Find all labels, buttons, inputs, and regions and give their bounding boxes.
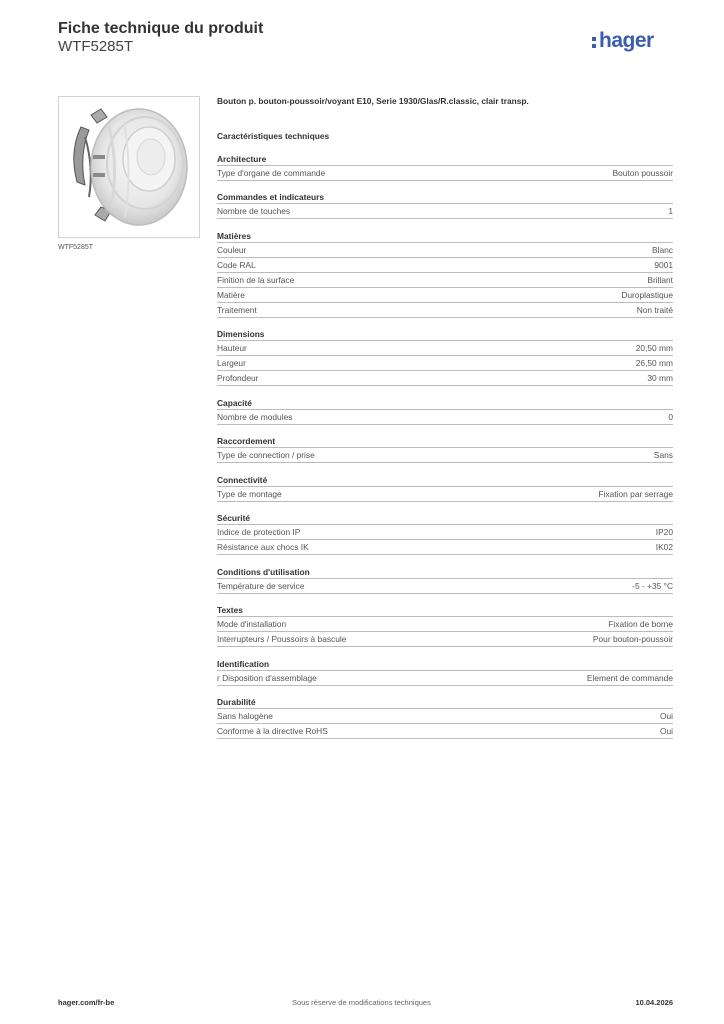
- spec-value: -5 - +35 °C: [632, 580, 673, 591]
- spec-sections: [217, 154, 673, 740]
- spec-value: Blanc: [652, 244, 673, 255]
- spec-label: Profondeur: [217, 373, 259, 383]
- product-description: Bouton p. bouton-poussoir/voyant E10, Serie 1930/Glas/R.classic, clair transp.: [217, 96, 529, 106]
- spec-value: 30 mm: [647, 373, 673, 383]
- spec-label: Indice de protection IP: [217, 527, 301, 537]
- spec-row: [217, 670, 673, 686]
- spec-row: [217, 486, 673, 502]
- logo-text: hager: [599, 29, 654, 52]
- spec-row: [217, 631, 673, 647]
- spec-label: Conforme à la directive RoHS: [217, 726, 328, 736]
- spec-section: [217, 329, 673, 386]
- spec-section: [217, 475, 673, 502]
- spec-label: Nombre de touches: [217, 206, 291, 216]
- spec-value: 20,50 mm: [635, 343, 673, 353]
- spec-label: Nombre de modules: [217, 411, 293, 422]
- section-title: Identification: [217, 658, 270, 669]
- spec-row: [217, 616, 673, 631]
- spec-label: Type d'organe de commande: [217, 167, 326, 178]
- spec-row: [217, 165, 673, 181]
- spec-value: Sans: [653, 450, 673, 460]
- spec-label: Finition de la surface: [217, 274, 295, 285]
- spec-label: Mode d'installation: [217, 619, 287, 629]
- footer-website: hager.com/fr-be: [58, 998, 115, 1007]
- footer-date: 10.04.2026: [635, 998, 673, 1007]
- spec-label: Couleur: [217, 244, 247, 255]
- hager-logo: [592, 27, 654, 55]
- spec-value: Oui: [659, 726, 673, 736]
- spec-value: Bouton poussoir: [612, 167, 673, 178]
- spec-label: Type de connection / prise: [217, 450, 315, 460]
- section-title: Dimensions: [217, 329, 265, 339]
- spec-section: [217, 567, 673, 594]
- spec-row: [217, 242, 673, 257]
- spec-value: IK02: [655, 542, 673, 552]
- spec-label: Matière: [217, 289, 245, 300]
- spec-row: [217, 539, 673, 555]
- section-title: Conditions d'utilisation: [217, 566, 310, 577]
- product-image: [58, 96, 200, 238]
- spec-section: [217, 605, 673, 647]
- spec-value: Oui: [659, 711, 673, 721]
- spec-value: 9001: [654, 259, 673, 270]
- spec-value: Brillant: [647, 274, 673, 285]
- spec-value: 1: [668, 206, 673, 216]
- image-caption: WTF5285T: [58, 244, 94, 251]
- product-code: WTF5285T: [58, 38, 134, 55]
- spec-section: [217, 398, 673, 425]
- spec-value: 0: [668, 411, 673, 422]
- spec-row: [217, 340, 673, 355]
- spec-label: Interrupteurs / Poussoirs à bascule: [217, 634, 347, 644]
- spec-row: [217, 723, 673, 739]
- section-title: Connectivité: [217, 474, 268, 485]
- section-title: Commandes et indicateurs: [217, 192, 325, 202]
- spec-label: Traitement: [217, 304, 257, 315]
- spec-row: [217, 203, 673, 219]
- spec-value: Duroplastique: [621, 289, 673, 300]
- spec-section: [217, 697, 673, 739]
- spec-value: Fixation par serrage: [598, 488, 673, 499]
- spec-row: [217, 355, 673, 370]
- spec-section: [217, 659, 673, 686]
- spec-value: Element de commande: [586, 672, 673, 683]
- spec-section: [217, 154, 673, 181]
- spec-label: Largeur: [217, 358, 246, 368]
- spec-row: [217, 409, 673, 425]
- spec-row: [217, 578, 673, 594]
- footer-disclaimer: Sous réserve de modifications techniques: [292, 998, 431, 1007]
- spec-section: [217, 231, 673, 318]
- section-title: Capacité: [217, 397, 252, 408]
- section-title: Durabilité: [217, 697, 256, 707]
- spec-row: [217, 272, 673, 287]
- spec-label: Code RAL: [217, 259, 256, 270]
- spec-label: Résistance aux chocs IK: [217, 542, 309, 552]
- spec-value: Non traité: [636, 304, 673, 315]
- spec-label: Température de service: [217, 580, 305, 591]
- section-title: Raccordement: [217, 436, 276, 446]
- section-title: Sécurité: [217, 513, 251, 523]
- spec-row: [217, 257, 673, 272]
- spec-value: IP20: [655, 527, 673, 537]
- spec-value: 26,50 mm: [635, 358, 673, 368]
- spec-content: [217, 96, 673, 739]
- spec-row: [217, 370, 673, 386]
- spec-row: [217, 708, 673, 723]
- section-title: Matières: [217, 230, 251, 241]
- tech-section-title: Caractéristiques techniques: [217, 131, 330, 141]
- spec-section: [217, 436, 673, 463]
- spec-value: Pour bouton-poussoir: [592, 634, 673, 644]
- section-title: Textes: [217, 605, 243, 615]
- spec-label: r Disposition d'assemblage: [217, 672, 317, 683]
- spec-row: [217, 287, 673, 302]
- spec-row: [217, 302, 673, 318]
- section-title: Architecture: [217, 153, 267, 164]
- spec-label: Sans halogène: [217, 711, 273, 721]
- spec-row: [217, 524, 673, 539]
- page-title: Fiche technique du produit: [58, 20, 264, 37]
- spec-label: Hauteur: [217, 343, 247, 353]
- spec-section: [217, 192, 673, 219]
- spec-row: [217, 447, 673, 463]
- push-button-illustration: [59, 97, 199, 237]
- logo-colon-icon: [592, 34, 597, 49]
- spec-label: Type de montage: [217, 488, 282, 499]
- spec-section: [217, 513, 673, 555]
- spec-value: Fixation de borne: [608, 619, 673, 629]
